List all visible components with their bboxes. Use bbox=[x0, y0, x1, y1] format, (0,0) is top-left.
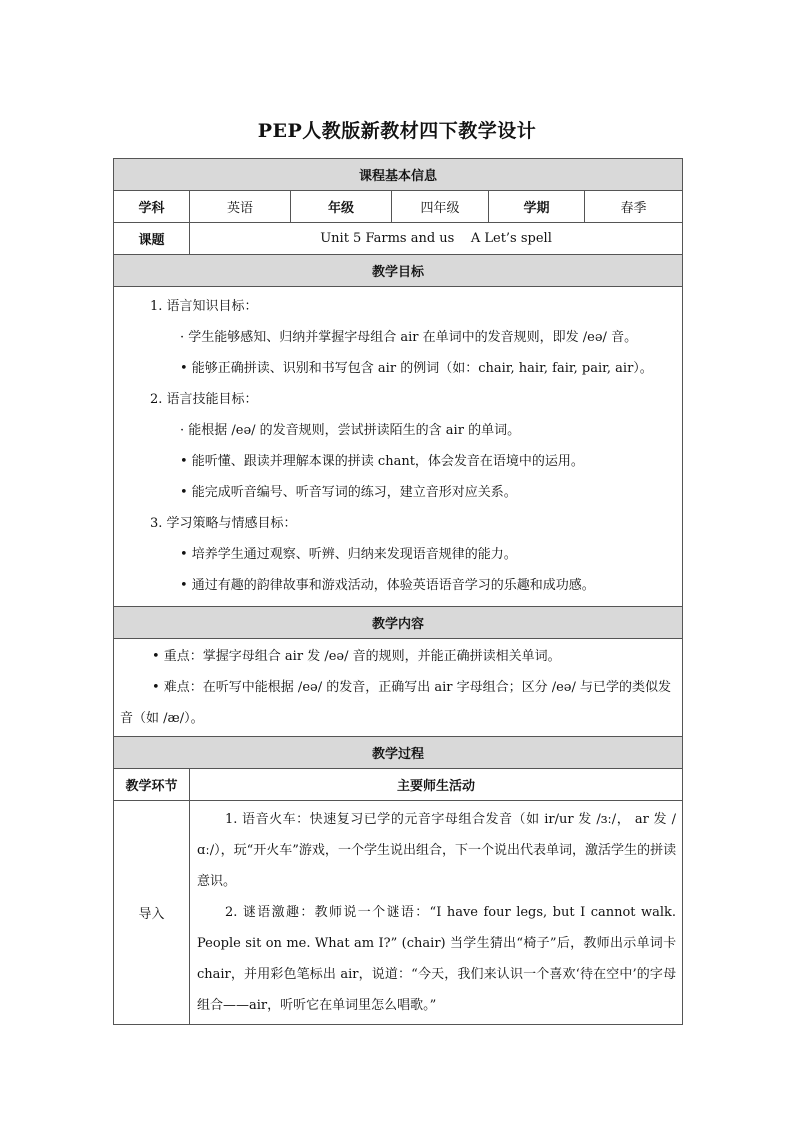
process-activities bbox=[190, 801, 683, 1025]
subject-value: 英语 bbox=[190, 191, 291, 223]
difficult-point: • 难点：在听写中能根据 /eə/ 的发音，正确写出 air 字母组合；区分 /eə/ 与已学的类似发音（如 /æ/）。 bbox=[120, 680, 672, 726]
topic-label: 课题 bbox=[114, 223, 190, 255]
goal-section-title: 1. 语言知识目标： bbox=[150, 299, 258, 314]
goals-body bbox=[114, 287, 683, 607]
goal-item: • 通过有趣的韵律故事和游戏活动，体验英语语音学习的乐趣和成功感。 bbox=[180, 578, 595, 593]
term-label: 学期 bbox=[489, 191, 585, 223]
goal-section-title: 3. 学习策略与情感目标： bbox=[150, 516, 297, 531]
content-header: 教学内容 bbox=[114, 607, 683, 639]
goal-item: · 学生能够感知、归纳并掌握字母组合 air 在单词中的发音规则，即发 /eə/ 音。 bbox=[180, 330, 638, 345]
goal-item: • 培养学生通过观察、听辨、归纳来发现语音规律的能力。 bbox=[180, 547, 517, 562]
process-header: 教学过程 bbox=[114, 737, 683, 769]
document-title: PEP人教版新教材四下教学设计 bbox=[257, 120, 537, 142]
key-point: • 重点：掌握字母组合 air 发 /eə/ 音的规则，并能正确拼读相关单词。 bbox=[152, 649, 561, 664]
goals-header: 教学目标 bbox=[114, 255, 683, 287]
activity-paragraph: 1. 语音火车：快速复习已学的元音字母组合发音（如 ir/ur 发 /ɜː/， ar 发 /ɑː/），玩“开火车”游戏，一个学生说出组合，下一个说出代表单词，激活学生的拼读意识。 bbox=[197, 812, 677, 889]
term-value: 春季 bbox=[585, 191, 683, 223]
goal-item: · 能根据 /eə/ 的发音规则，尝试拼读陌生的含 air 的单词。 bbox=[180, 423, 521, 438]
lesson-plan-table bbox=[113, 158, 683, 1025]
content-body bbox=[114, 639, 683, 737]
process-col-activity-header: 主要师生活动 bbox=[190, 769, 683, 801]
process-col-stage-header: 教学环节 bbox=[114, 769, 190, 801]
goal-section-title: 2. 语言技能目标： bbox=[150, 392, 258, 407]
goal-item: • 能完成听音编号、听音写词的练习，建立音形对应关系。 bbox=[180, 485, 517, 500]
process-stage: 导入 bbox=[114, 801, 190, 1025]
goal-item: • 能够正确拼读、识别和书写包含 air 的例词（如：chair, hair, fair, pair, air）。 bbox=[180, 361, 653, 376]
grade-label: 年级 bbox=[291, 191, 392, 223]
grade-value: 四年级 bbox=[392, 191, 489, 223]
basic-info-header: 课程基本信息 bbox=[114, 159, 683, 191]
topic-value: Unit 5 Farms and us A Let’s spell bbox=[190, 223, 683, 255]
activity-paragraph: 2. 谜语激趣：教师说一个谜语：“I have four legs, but I cannot walk. People sit on me. What am I?” (chair) 当学生猜出“椅子”后，教师出示单词卡 chair，并用彩色笔标出 air，说道：“今天，我们来认识一个喜欢‘待在空中’的字母组合——air，听听它在单词里怎么唱歌。” bbox=[197, 905, 677, 1013]
subject-label: 学科 bbox=[114, 191, 190, 223]
goal-item: • 能听懂、跟读并理解本课的拼读 chant，体会发音在语境中的运用。 bbox=[180, 454, 584, 469]
